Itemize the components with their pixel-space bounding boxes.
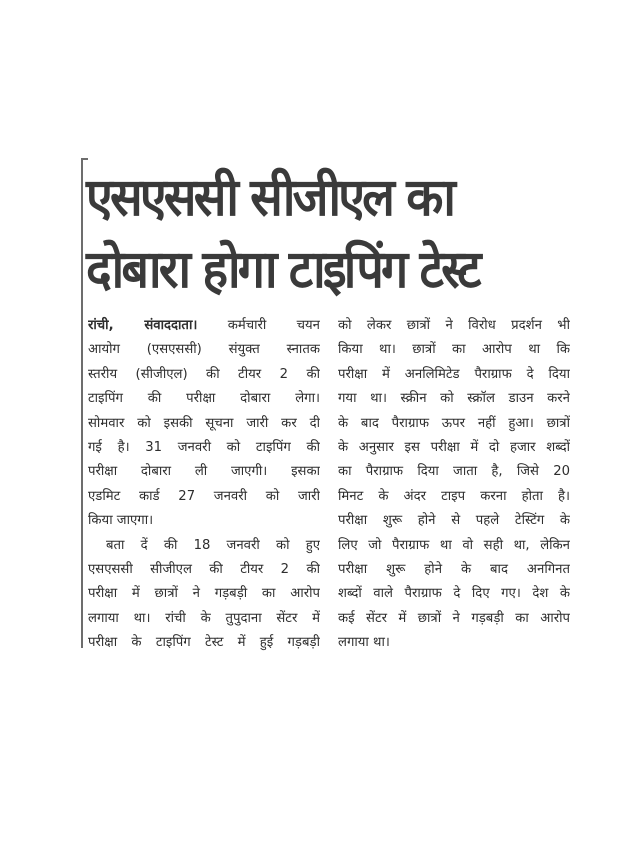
- body-line: लगाया था। रांची के तुपुदाना सेंटर में: [88, 610, 320, 626]
- body-line: को लेकर छात्रों ने विरोध प्रदर्शन भी: [338, 318, 570, 333]
- body-line: आयोग (एसएससी) संयुक्त स्नातक: [88, 342, 320, 358]
- body-line: लिए जो पैराग्राफ था वो सही था, लेकिन: [338, 537, 570, 553]
- body-line: बता दें की 18 जनवरी को हुए: [106, 537, 320, 553]
- column-right: [338, 314, 570, 656]
- body-line: एडमिट कार्ड 27 जनवरी को जारी: [88, 488, 320, 504]
- body-line: रांची, संवाददाता। कर्मचारी चयन: [88, 318, 320, 333]
- body-line: परीक्षा में छात्रों ने गड़बड़ी का आरोप: [88, 586, 320, 602]
- body-line: परीक्षा शुरू होने के बाद अनगिनत: [338, 562, 570, 578]
- body-line: किया जाएगा।: [88, 513, 154, 529]
- column-rule-tick: [81, 158, 88, 160]
- body-line: किया था। छात्रों का आरोप था कि: [338, 342, 570, 358]
- body-line: का पैराग्राफ दिया जाता है, जिसे 20: [338, 464, 570, 480]
- headline: [86, 162, 570, 306]
- body-line: परीक्षा दोबारा ली जाएगी। इसका: [88, 464, 320, 480]
- body-line: गई है। 31 जनवरी को टाइपिंग की: [88, 440, 320, 456]
- body-line: शब्दों वाले पैराग्राफ दे दिए गए। देश के: [338, 586, 570, 602]
- body-line: स्तरीय (सीजीएल) की टीयर 2 की: [88, 366, 320, 382]
- column-left: [88, 314, 320, 656]
- body-line: कई सेंटर में छात्रों ने गड़बड़ी का आरोप: [338, 610, 570, 626]
- body-line: परीक्षा के टाइपिंग टेस्ट में हुई गड़बड़ी: [88, 635, 320, 651]
- headline-line-1: एसएससी सीजीएल का: [86, 168, 454, 228]
- body-line: टाइपिंग की परीक्षा दोबारा लेगा।: [88, 391, 320, 407]
- body-line: मिनट के अंदर टाइप करना होता है।: [338, 488, 570, 504]
- body-line: परीक्षा में अनलिमिटेड पैराग्राफ दे दिया: [338, 366, 570, 382]
- body-line: लगाया था।: [338, 635, 390, 651]
- body-line: सोमवार को इसकी सूचना जारी कर दी: [88, 415, 320, 431]
- news-clipping: [80, 158, 570, 650]
- column-rule: [81, 158, 83, 648]
- body-line: के अनुसार इस परीक्षा में दो हजार शब्दों: [338, 440, 570, 456]
- body-line: गया था। स्क्रीन को स्क्रॉल डाउन करने: [338, 391, 570, 407]
- body-line: एसएससी सीजीएल की टीयर 2 की: [88, 562, 320, 578]
- article-body: [88, 314, 570, 656]
- body-line: परीक्षा शुरू होने से पहले टेस्टिंग के: [338, 513, 570, 529]
- body-line: के बाद पैराग्राफ ऊपर नहीं हुआ। छात्रों: [338, 415, 570, 431]
- headline-line-2: दोबारा होगा टाइपिंग टेस्ट: [86, 240, 479, 300]
- dateline: रांची, संवाददाता।: [88, 318, 198, 333]
